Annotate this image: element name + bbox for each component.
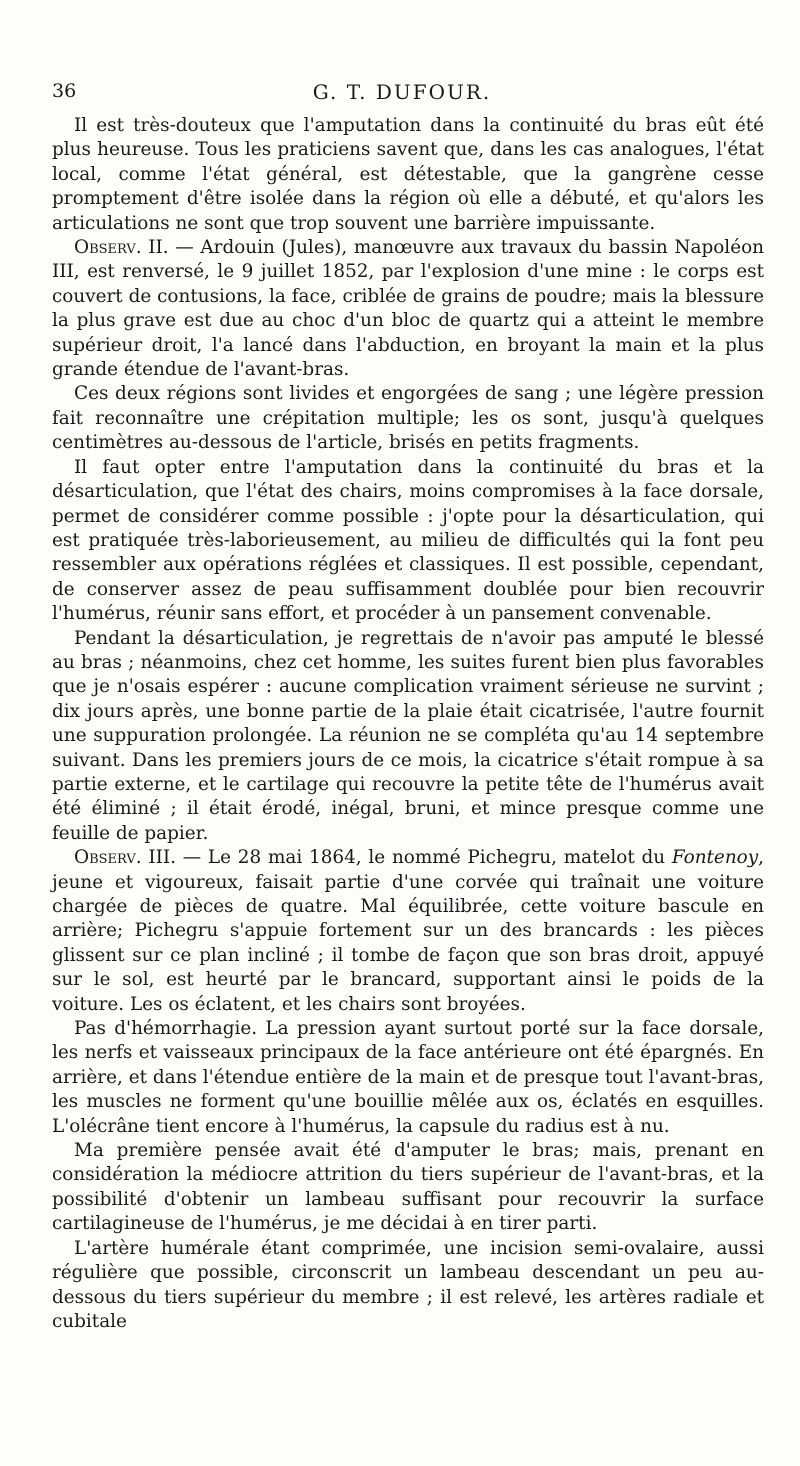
paragraph — [52, 382, 764, 455]
page-header — [52, 74, 752, 108]
paragraph-text: Ma première pensée avait été d'amputer le bras; mais, prenant en considération la médiocre attrition du tiers supérieur de l'avant-bras, et la possibilité d'obtenir un lambeau suffisant pour recouvrir la surface cartilagineuse de l'humérus, je me décidai à en tirer parti. — [52, 1140, 764, 1235]
paragraph — [52, 1139, 764, 1237]
paragraph — [52, 846, 764, 1017]
ship-name: Fontenoy — [671, 847, 759, 869]
paragraph-text: — Le 28 mai 1864, le nommé Pichegru, matelot du — [176, 847, 672, 869]
paragraph — [52, 236, 764, 382]
paragraph-text: Pendant la désarticulation, je regrettais de n'avoir pas amputé le blessé au bras ; néanmoins, chez cet homme, les suites furent bien plus favorables que je n'osais espérer : aucune complication vraiment sérieuse ne survint ; dix jours après, une bonne partie de la plaie était cicatrisée, l'autre fournit une suppuration prolongée. La réunion ne se compléta qu'au 14 septembre suivant. Dans les premiers jours de ce mois, la cicatrice s'était rompue à sa partie externe, et le cartilage qui recouvre la petite tête de l'humérus avait été éliminé ; il était érodé, inégal, bruni, et mince presque comme une feuille de papier. — [52, 627, 764, 844]
paragraph-text: , jeune et vigoureux, faisait partie d'une corvée qui traînait une voiture chargée de pièces de quatre. Mal équilibrée, cette voiture bascule en arrière; Pichegru s'appuie fortement sur un des brancards : les pièces glissent sur ce plan incliné ; il tombe de façon que son bras droit, appuyé sur le sol, est heurté par le brancard, supportant ainsi le poids de la voiture. Les os éclatent, et les chairs sont broyées. — [52, 847, 764, 1015]
paragraph — [52, 1017, 764, 1139]
paragraph-text: Pas d'hémorrhagie. La pression ayant surtout porté sur la face dorsale, les nerfs et vaisseaux principaux de la face antérieure ont été épargnés. En arrière, et dans l'étendue entière de la main et de presque tout l'avant-bras, les muscles ne forment qu'une bouillie mêlée aux os, éclatés en esquilles. L'olécrâne tient encore à l'humérus, la capsule du radius est à nu. — [52, 1018, 764, 1137]
paragraph — [52, 114, 764, 236]
paragraph — [52, 1237, 764, 1335]
paragraph — [52, 456, 764, 627]
paragraph-text: — Ardouin (Jules), manœuvre aux travaux du bassin Napoléon III, est renversé, le 9 juillet 1852, par l'explosion d'une mine : le corps est couvert de contusions, la face, criblée de grains de poudre; mais la blessure la plus grave est due au choc d'un bloc de quartz qui a atteint le membre supérieur droit, l'a lancé dans l'abduction, en broyant la main et la plus grande étendue de l'avant-bras. — [52, 237, 764, 381]
page-number: 36 — [52, 80, 77, 102]
body-text — [52, 114, 764, 1334]
paragraph-text: Il faut opter entre l'amputation dans la continuité du bras et la désarticulation, que l'état des chairs, moins compromises à la face dorsale, permet de considérer comme possible : j'opte pour la désarticulation, qui est pratiquée très-laborieusement, au milieu de difficultés qui la font peu ressembler aux opérations réglées et classiques. Il est possible, cependant, de conserver assez de peau suffisamment doublée pour bien recouvrir l'humérus, réunir sans effort, et procéder à un pansement convenable. — [52, 456, 764, 625]
paragraph — [52, 627, 764, 847]
paragraph-text: L'artère humérale étant comprimée, une incision semi-ovalaire, aussi régulière que possible, circonscrit un lambeau descendant un peu au-dessous du tiers supérieur du membre ; il est relevé, les artères radiale et cubitale — [52, 1237, 764, 1332]
observation-label: Observ. III. — [74, 847, 176, 869]
running-head: G. T. DUFOUR. — [312, 80, 492, 104]
paragraph-text: Ces deux régions sont livides et engorgées de sang ; une légère pression fait reconnaître une crépitation multiple; les os sont, jusqu'à quelques centimètres au-dessous de l'article, brisés en petits fragments. — [52, 383, 764, 454]
paragraph-text: Il est très-douteux que l'amputation dans la continuité du bras eût été plus heureuse. Tous les praticiens savent que, dans les cas analogues, l'état local, comme l'état général, est détestable, que la gangrène cesse promptement d'être isolée dans la région où elle a débuté, et qu'alors les articulations ne sont que trop souvent une barrière impuissante. — [52, 115, 764, 234]
observation-label: Observ. II. — [74, 237, 169, 259]
